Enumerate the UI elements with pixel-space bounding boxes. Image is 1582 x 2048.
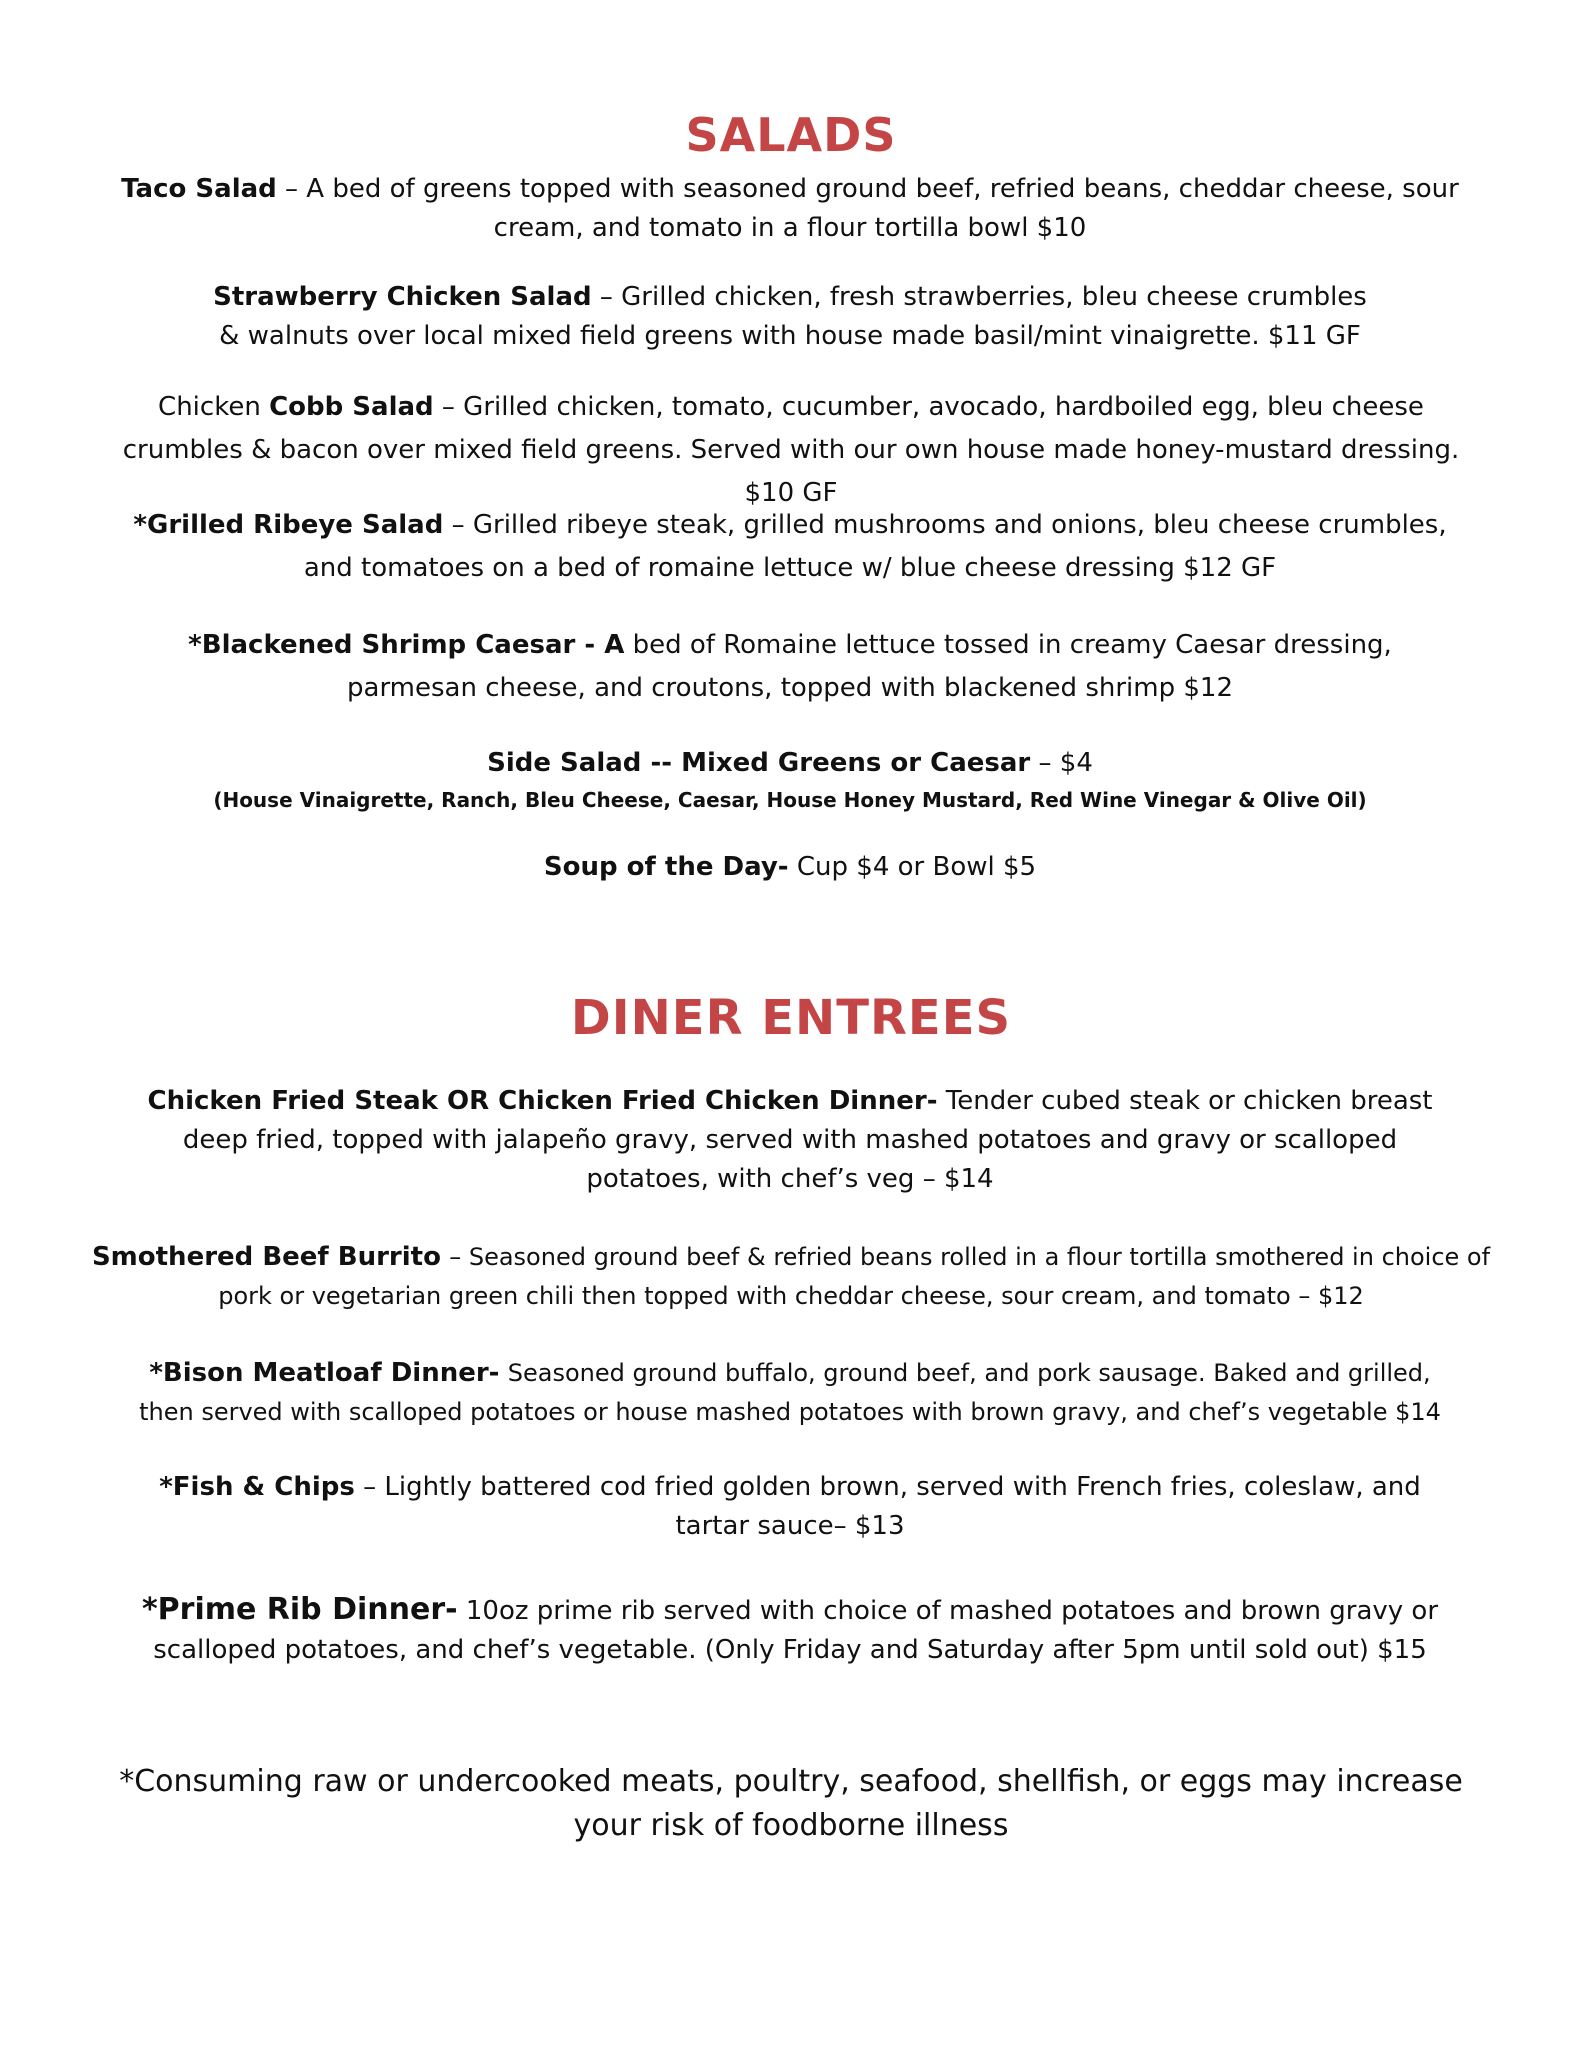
item-desc: – Grilled chicken, tomato, cucumber, avocado, hardboiled egg, bleu cheese crumbles & bacon over mixed field greens. Served with our own house made honey-mustard dressing. $10 GF [122,392,1460,508]
item-desc: – A bed of greens topped with seasoned ground beef, refried beans, cheddar cheese, sour cream, and tomato in a flour tortilla bowl $10 [285,174,1459,243]
food-safety-disclaimer: *Consuming raw or undercooked meats, poultry, seafood, shellfish, or eggs may increase your risk of foodborne illness [119,1764,1463,1843]
item-desc: – Seasoned ground beef & refried beans rolled in a flour tortilla smothered in choice of pork or vegetarian green chili then topped with cheddar cheese, sour cream, and tomato – $12 [218,1243,1491,1310]
strawberry-chicken-salad-item [200,278,1380,356]
chicken-fried-steak-item [120,1082,1460,1199]
item-desc: – Lightly battered cod fried golden brown, served with French fries, coleslaw, and tartar sauce– $13 [363,1472,1421,1541]
soup-item [120,848,1460,887]
dressing-options: (House Vinaigrette, Ranch, Bleu Cheese, Caesar, House Honey Mustard, Red Wine Vinegar & Olive Oil) [213,788,1367,812]
item-name: *Prime Rib Dinner- [141,1592,458,1627]
item-desc: Seasoned ground buffalo, ground beef, and pork sausage. Baked and grilled, then served with scalloped potatoes or house mashed potatoes with brown gravy, and chef’s vegetable $14 [139,1359,1441,1426]
item-name: *Fish & Chips [159,1472,355,1502]
entrees-heading: DINER ENTREES [570,990,1012,1046]
item-desc: Tender cubed steak or chicken breast deep fried, topped with jalapeño gravy, served with mashed potatoes and gravy or scalloped potatoes, with chef’s veg – $14 [182,1086,1433,1194]
item-name: Strawberry Chicken Salad [213,282,592,312]
item-name: Chicken Fried Steak OR Chicken Fried Chicken Dinner- [147,1086,938,1116]
item-desc: Cup $4 or Bowl $5 [796,852,1037,882]
item-name: Smothered Beef Burrito [91,1242,441,1272]
item-name: Soup of the Day- [543,852,789,882]
prime-rib-item [140,1590,1440,1670]
item-prefix: Chicken [158,392,261,422]
item-desc: 10oz prime rib served with choice of mashed potatoes and brown gravy or scalloped potatoes, and chef’s vegetable. (Only Friday and Saturday after 5pm until sold out) $15 [153,1596,1439,1665]
item-desc: – $4 [1038,748,1093,778]
item-name: *Bison Meatloaf Dinner- [149,1358,500,1388]
cobb-salad-item [100,386,1482,515]
item-name: Side Salad -- Mixed Greens or Caesar [487,748,1031,778]
fish-chips-item [120,1468,1460,1546]
shrimp-caesar-item [140,624,1440,710]
item-desc: bed of Romaine lettuce tossed in creamy Caesar dressing, parmesan cheese, and croutons, topped with blackened shrimp $12 [347,630,1392,703]
item-name: Cobb Salad [269,392,434,422]
item-name: Taco Salad [121,174,277,204]
smothered-burrito-item [90,1238,1492,1316]
item-desc: – Grilled ribeye steak, grilled mushrooms and onions, bleu cheese crumbles, and tomatoes on a bed of romaine lettuce w/ blue cheese dressing $12 GF [303,510,1447,583]
item-name: *Grilled Ribeye Salad [133,510,444,540]
item-desc: – Grilled chicken, fresh strawberries, bleu cheese crumbles & walnuts over local mixed field greens with house made basil/mint vinaigrette. $11 GF [219,282,1367,351]
taco-salad-item [120,170,1460,248]
ribeye-salad-item [120,504,1460,590]
salads-heading: SALADS [685,108,897,162]
item-name: *Blackened Shrimp Caesar - A [188,630,625,660]
side-salad-item [120,744,1460,783]
bison-meatloaf-item [120,1354,1460,1432]
